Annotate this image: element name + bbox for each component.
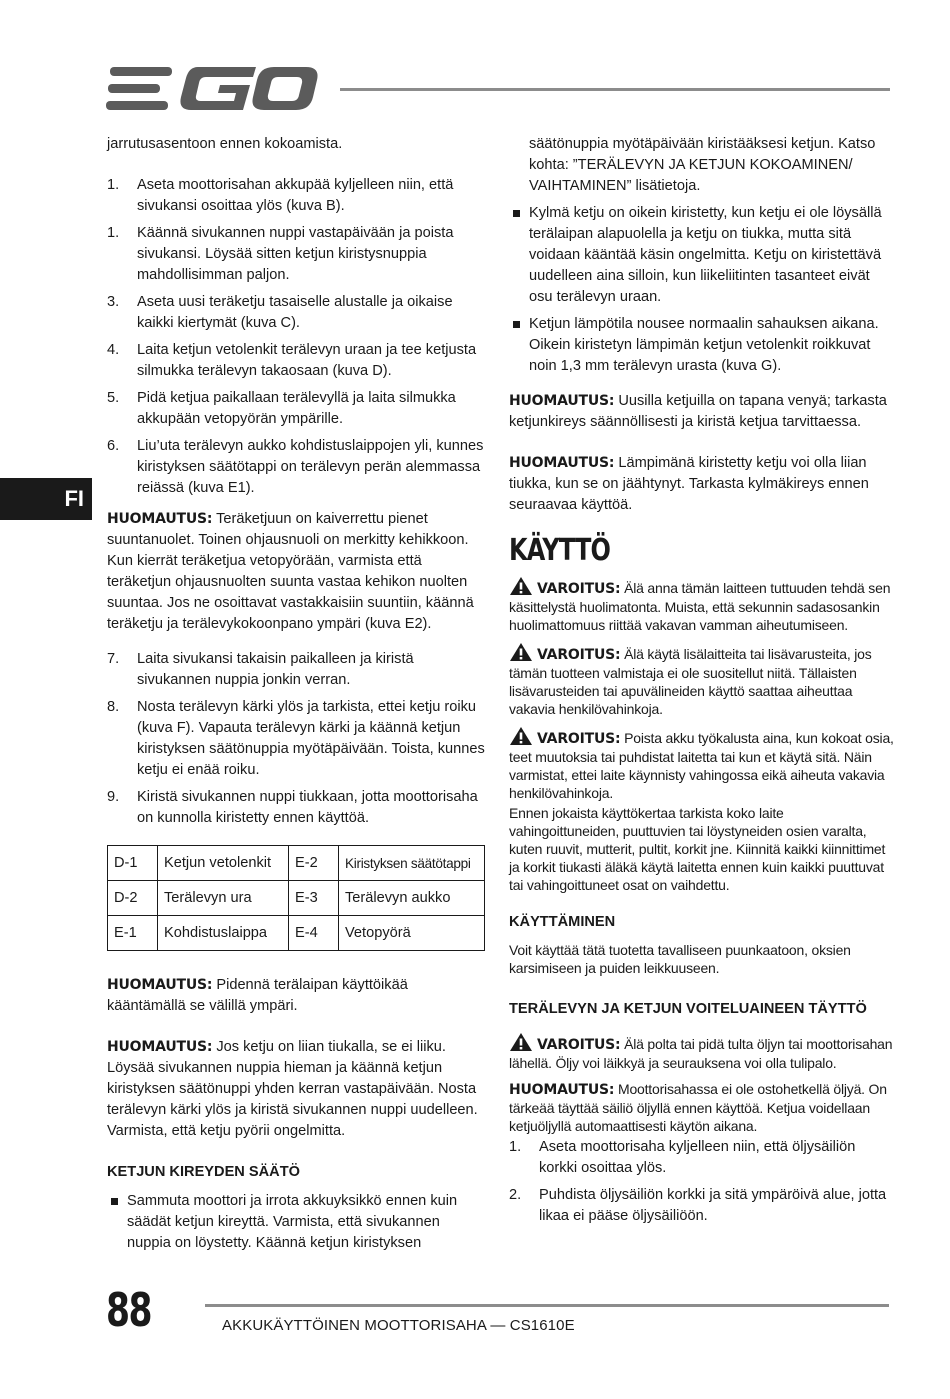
oil-steps	[509, 1137, 894, 1227]
note-text: Lämpimänä kiristetty ketju voi olla liian tiukka, kun se on jäähtynyt. Tarkasta kylmäkireys ennen seuraavaa käyttöä.	[509, 455, 869, 513]
inspection-text: Ennen jokaista käyttökertaa tarkista koko laite vahingoittuneiden, puuttuvien tai löystyneiden osien varalta, kuten ruuvit, mutterit, pultit, korkit jne. Kiinnitä kaikki kiinnittimet ja korkit tiukasti äläkä käytä laitetta ennen kuin kaikki puuttuvat tai vahingoittuneet osat on vaihdettu.	[509, 805, 886, 893]
footer-rule	[205, 1304, 889, 1307]
table-cell: E-4	[289, 916, 339, 951]
left-column	[107, 134, 487, 1260]
usage-text: Voit käyttää tätä tuotetta tavalliseen puunkaatoon, oksien karsimiseen ja puiden leikkuuseen.	[509, 942, 851, 976]
warning-label: VAROITUS:	[537, 731, 621, 747]
table-cell: D-2	[108, 881, 158, 916]
section-heading-use: KÄYTTÖ	[509, 533, 611, 568]
note-text: Moottorisahassa ei ole ostohetkellä öljyä. On tärkeää täyttää säiliö öljyllä ennen käyttöä. Ketjua voidellaan ketjuöljyllä automaattisesti käytön aikana.	[509, 1081, 887, 1134]
list-item	[107, 223, 487, 286]
list-item: Sammuta moottori ja irrota akkuyksikkö ennen kuin säädät ketjun kireyttä. Varmista, että sivukannen nuppia on löystetty. Käännä ketjun kiristyksen	[107, 1191, 487, 1254]
step-number: 1.	[509, 1139, 522, 1155]
warning-accessories	[509, 642, 894, 718]
step-number: 8.	[107, 699, 120, 715]
warning-triangle-icon	[509, 1032, 533, 1052]
note-text: Teräketjuun on kaiverrettu pienet suuntanuolet. Toinen ohjausnuoli on merkitty kehikkoon. Kun kierrät teräketjua vetopyörään, varmista että teräketjun ohjausnuolten suunta vastaa kehikon nuolten suuntaa. Jos ne osoittavat vastakkaisiin suuntiin, käännä teräketju ja terälevykokoonpano ympäri (kuva E2).	[107, 511, 474, 632]
list-item	[107, 340, 487, 382]
note-bar-life	[107, 975, 487, 1017]
warning-triangle-icon	[509, 726, 533, 746]
step-number: 6.	[107, 438, 120, 454]
step-text: Puhdista öljysäiliön korkki ja sitä ympäröivä alue, jotta likaa ei pääse öljysäiliöön.	[539, 1187, 887, 1224]
assembly-steps-b	[107, 649, 487, 829]
list-item	[509, 1137, 894, 1179]
warning-remove-battery	[509, 726, 894, 802]
step-text: Liu’uta terälevyn aukko kohdistuslaippojen yli, kunnes kiristyksen säätötappi on terälevyn perän alemmassa reiässä (kuva E1).	[137, 438, 484, 496]
right-column	[509, 134, 894, 1237]
table-cell: Kiristyksen säätötappi	[339, 846, 485, 881]
list-item: Ketjun lämpötila nousee normaalin sahauksen aikana. Oikein kiristetyn lämpimän ketjun vetolenkit roikkuvat noin 1,3 mm terälevyn urasta (kuva G).	[509, 314, 894, 377]
list-item	[107, 649, 487, 691]
note-tight-chain	[107, 1037, 487, 1142]
note-label: HUOMAUTUS:	[509, 1082, 615, 1098]
note-label: HUOMAUTUS:	[107, 1039, 213, 1055]
list-item	[107, 388, 487, 430]
step-text: Käännä sivukannen nuppi vastapäivään ja poista sivukansi. Löysää sitten ketjun kiristysnuppia mahdollisimman paljon.	[137, 225, 454, 283]
warning-text: Älä polta tai pidä tulta öljyn tai moottorisahan lähellä. Öljy voi läikkyä ja seurauksena voi olla tulipalo.	[509, 1036, 893, 1071]
warning-familiarity	[509, 576, 894, 634]
list-item: Kylmä ketju on oikein kiristetty, kun ketju ei ole löysällä terälaipan alapuolella ja ketju on tiukka, mutta sitä voidaan kääntää käsin ongelmitta. Ketju on kiristettävä uudelleen aina silloin, kun liikeliitinten tasanteet eivät osu terälevyn uraan.	[509, 203, 894, 308]
tension-bullets	[509, 203, 894, 377]
warning-text: Poista akku työkalusta aina, kun kokoat osia, teet muutoksia tai puhdistat laitetta tai kun et käytä sitä. Näin varmistat, ettei laite käynnisty vahingossa eikä aiheuta vakavia henkilövahinkoja.	[509, 730, 894, 801]
note-new-chains	[509, 391, 894, 433]
note-label: HUOMAUTUS:	[107, 977, 213, 993]
list-item	[107, 292, 487, 334]
list-item	[107, 697, 487, 781]
warning-text: Älä käytä lisälaitteita tai lisävarusteita, jos tämän tuotteen valmistaja ei ole suositellut niitä. Tällaisten lisävarusteiden tai apuvälineiden käyttö saattaa aiheuttaa vakavia henkilövahinkoja.	[509, 646, 872, 717]
step-number: 1.	[107, 177, 120, 193]
language-tab: FI	[0, 478, 92, 520]
ego-logo-icon	[106, 64, 320, 114]
step-text: Laita sivukansi takaisin paikalleen ja kiristä sivukannen nuppia jonkin verran.	[137, 651, 414, 688]
note-text: Pidennä terälaipan käyttöikää kääntämällä se välillä ympäri.	[107, 977, 408, 1014]
oil-heading: TERÄLEVYN JA KETJUN VOITELUAINEEN TÄYTTÖ	[509, 1001, 867, 1017]
tension-list	[107, 1191, 487, 1254]
table-cell: Terälevyn aukko	[339, 881, 485, 916]
note-label: HUOMAUTUS:	[107, 511, 213, 527]
step-text: Aseta moottorisaha kyljelleen niin, että öljysäiliön korkki osoittaa ylös.	[539, 1139, 856, 1176]
warning-label: VAROITUS:	[537, 1037, 621, 1053]
list-item	[107, 175, 487, 217]
step-text: Kiristä sivukannen nuppi tiukkaan, jotta moottorisaha on kunnolla kiristetty ennen käyttöä.	[137, 789, 478, 826]
table-cell: E-1	[108, 916, 158, 951]
note-text: Jos ketju on liian tiukalla, se ei liiku. Löysää sivukannen nuppia hieman ja käännä ketjun kiristyksen säätönuppi yhden kerran vastapäivään. Nosta terälevyn kärki ylös ja kiristä sivukannen nuppi uudelleen. Varmista, että ketju pyörii ongelmitta.	[107, 1039, 478, 1139]
table-cell: Ketjun vetolenkit	[158, 846, 289, 881]
warning-label: VAROITUS:	[537, 581, 621, 597]
warning-triangle-icon	[509, 576, 533, 596]
step-number: 2.	[509, 1187, 522, 1203]
note-label: HUOMAUTUS:	[509, 455, 615, 471]
table-row	[108, 916, 485, 951]
usage-heading: KÄYTTÄMINEN	[509, 914, 616, 930]
step-number: 4.	[107, 342, 120, 358]
footer-title: AKKUKÄYTTÖINEN MOOTTORISAHA — CS1610E	[222, 1317, 575, 1334]
table-row	[108, 846, 485, 881]
step-number: 3.	[107, 294, 120, 310]
parts-table	[107, 845, 485, 951]
table-cell: E-3	[289, 881, 339, 916]
table-row	[108, 881, 485, 916]
table-cell: D-1	[108, 846, 158, 881]
step-number: 1.	[107, 225, 120, 241]
tension-heading: KETJUN KIREYDEN SÄÄTÖ	[107, 1164, 300, 1180]
assembly-steps-a	[107, 175, 487, 499]
table-cell: Kohdistuslaippa	[158, 916, 289, 951]
warning-fire	[509, 1032, 894, 1072]
header-rule	[340, 88, 890, 91]
step-text: Aseta uusi teräketju tasaiselle alustalle ja oikaise kaikki kiertymät (kuva C).	[137, 294, 453, 331]
step-text: Pidä ketjua paikallaan terälevyllä ja laita silmukka akkupään vetopyörän ympärille.	[137, 390, 456, 427]
list-item	[107, 436, 487, 499]
note-oil	[509, 1080, 894, 1135]
table-cell: Vetopyörä	[339, 916, 485, 951]
note-label: HUOMAUTUS:	[509, 393, 615, 409]
step-text: Aseta moottorisahan akkupää kyljelleen niin, että sivukansi osoittaa ylös (kuva B).	[137, 177, 454, 214]
list-item	[107, 787, 487, 829]
warning-label: VAROITUS:	[537, 647, 621, 663]
intro-text: jarrutusasentoon ennen kokoamista.	[107, 136, 343, 152]
page-number: 88	[106, 1283, 152, 1337]
note-text: Uusilla ketjuilla on tapana venyä; tarkasta ketjunkireys säännöllisesti ja kiristä ketjua tarvittaessa.	[509, 393, 887, 430]
step-text: Laita ketjun vetolenkit terälevyn uraan ja tee ketjusta silmukka terälevyn takaosaan (kuva D).	[137, 342, 477, 379]
list-item	[509, 1185, 894, 1227]
step-text: Nosta terälevyn kärki ylös ja tarkista, ettei ketju roiku (kuva F). Vapauta terälevyn kärki ja käännä ketjun kiristyksen säätönuppia myötäpäivään. Toista, kunnes ketju ei enää roiku.	[137, 699, 485, 778]
warning-text: Älä anna tämän laitteen tuttuuden tehdä sen käsittelystä huolimatonta. Muista, että sekunnin sadasosankin huolimattomuus riittää vakavan vamman aiheutumiseen.	[509, 580, 891, 633]
table-cell: E-2	[289, 846, 339, 881]
step-number: 7.	[107, 651, 120, 667]
continued-text: säätönuppia myötäpäivään kiristääksesi ketjun. Katso kohta: ”TERÄLEVYN JA KETJUN KOKOAMINEN/ VAIHTAMINEN” lisätietoja.	[529, 136, 876, 194]
note-warm-chain	[509, 453, 894, 516]
step-number: 5.	[107, 390, 120, 406]
step-number: 9.	[107, 789, 120, 805]
warning-triangle-icon	[509, 642, 533, 662]
note-arrows	[107, 509, 487, 635]
table-cell: Terälevyn ura	[158, 881, 289, 916]
